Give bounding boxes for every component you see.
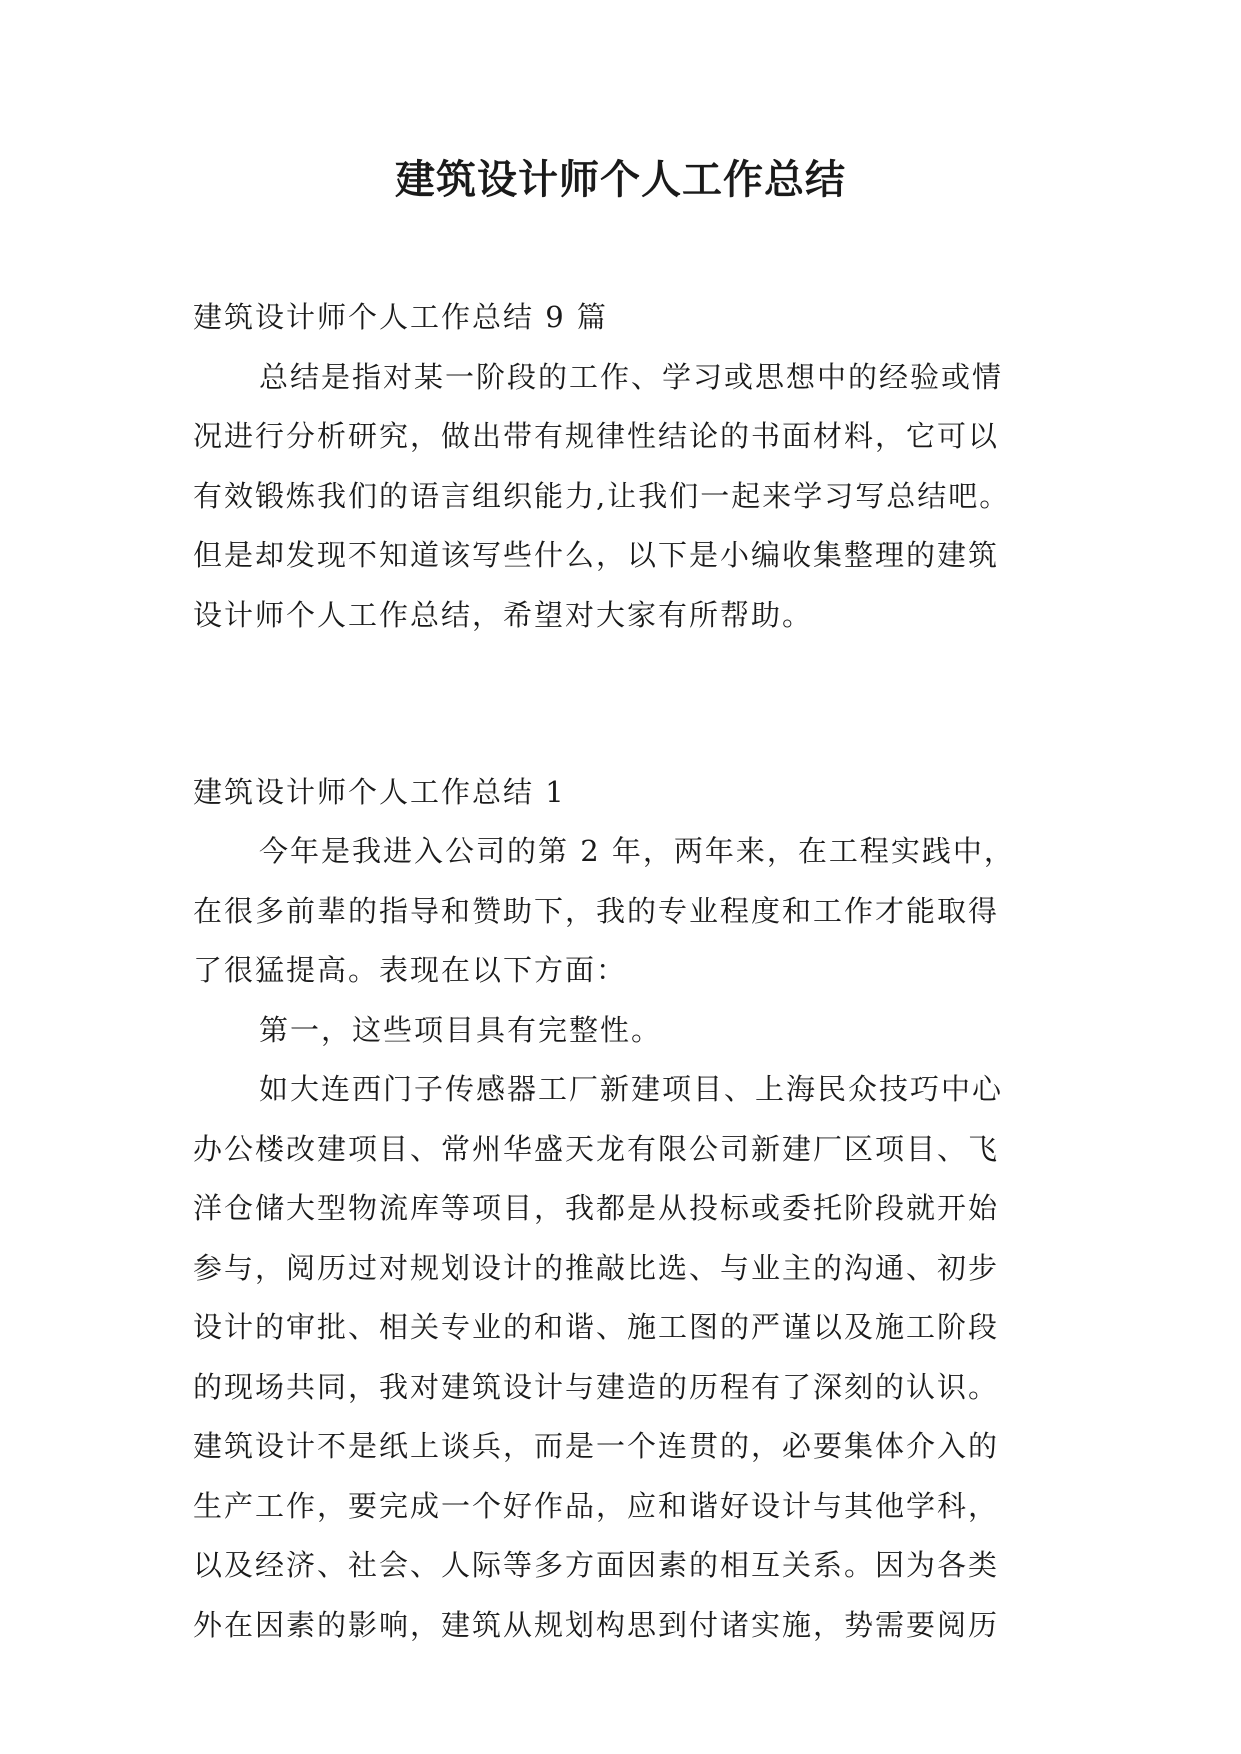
document-title: 建筑设计师个人工作总结	[395, 157, 846, 203]
text-line: 建筑设计师个人工作总结 1	[193, 774, 566, 809]
text-line: 况进行分析研究，做出带有规律性结论的书面材料，它可以	[193, 419, 1000, 453]
text-line: 总结是指对某一阶段的工作、学习或思想中的经验或情	[259, 359, 1004, 394]
text-line: 今年是我进入公司的第 2 年，两年来，在工程实践中，	[259, 834, 1015, 868]
text-line: 第一，这些项目具有完整性。	[259, 1012, 663, 1047]
text-line: 设计的审批、相关专业的和谐、施工图的严谨以及施工阶段	[193, 1310, 1000, 1344]
text-line: 洋仓储大型物流库等项目，我都是从投标或委托阶段就开始	[193, 1191, 1000, 1225]
text-line: 了很猛提高。表现在以下方面：	[193, 953, 628, 987]
text-line: 办公楼改建项目、常州华盛天龙有限公司新建厂区项目、飞	[193, 1131, 1000, 1166]
text-line: 建筑设计师个人工作总结 9 篇	[193, 300, 608, 334]
text-line: 参与，阅历过对规划设计的推敲比选、与业主的沟通、初步	[193, 1250, 1000, 1285]
text-line: 有效锻炼我们的语言组织能力,让我们一起来学习写总结吧。	[193, 478, 1011, 513]
text-line: 生产工作，要完成一个好作品，应和谐好设计与其他学科，	[193, 1488, 1000, 1523]
blank-line	[193, 674, 1073, 734]
text-line: 如大连西门子传感器工厂新建项目、上海民众技巧中心	[259, 1072, 1004, 1106]
text-line: 以及经济、社会、人际等多方面因素的相互关系。因为各类	[193, 1548, 1000, 1582]
document-body	[193, 288, 1073, 1655]
text-line: 的现场共同，我对建筑设计与建造的历程有了深刻的认识。	[193, 1369, 1000, 1404]
text-line: 外在因素的影响，建筑从规划构思到付诸实施，势需要阅历	[193, 1607, 1000, 1642]
text-line: 在很多前辈的指导和赞助下，我的专业程度和工作才能取得	[193, 893, 1000, 928]
text-line: 建筑设计不是纸上谈兵，而是一个连贯的，必要集体介入的	[193, 1429, 1000, 1463]
text-line: 设计师个人工作总结，希望对大家有所帮助。	[193, 597, 814, 632]
text-line: 但是却发现不知道该写些什么，以下是小编收集整理的建筑	[193, 538, 1000, 572]
